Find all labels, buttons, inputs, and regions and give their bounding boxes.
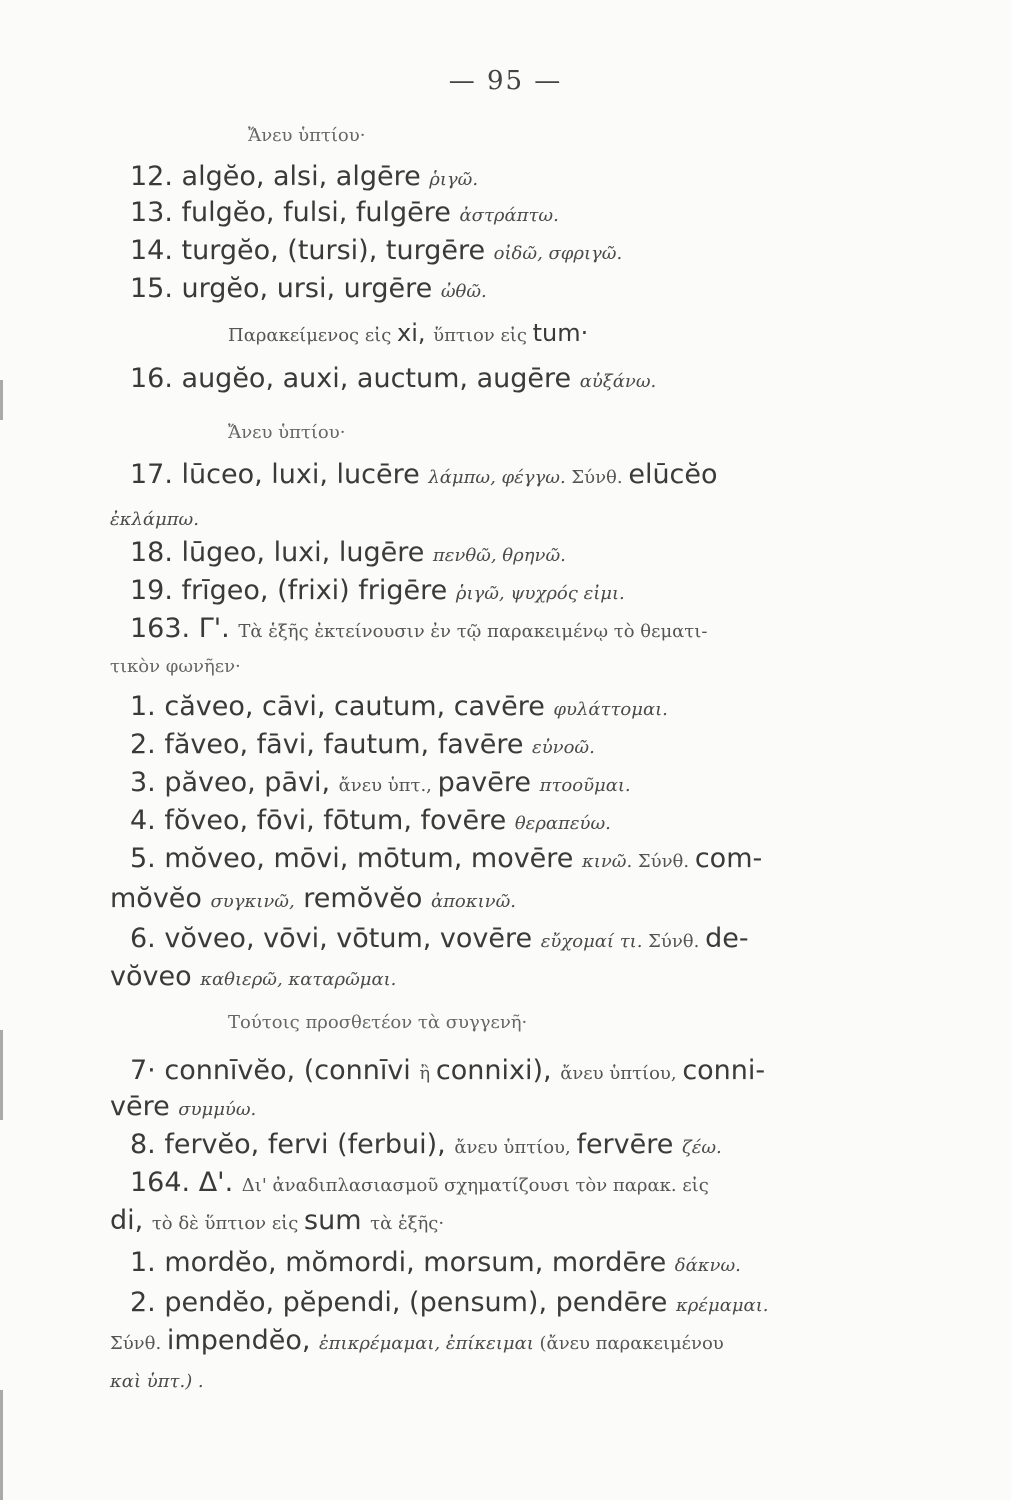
page-edge-mark	[0, 1390, 3, 1500]
latin-text: 12. algĕo, alsi, algēre	[130, 161, 430, 192]
latin-text: 17. lūceo, luxi, lucēre	[130, 459, 429, 490]
greek-gloss: ἀστράπτω.	[459, 205, 559, 226]
latin-text: mŏvĕo	[110, 883, 211, 914]
latin-text: 15. urgĕo, ursi, urgēre	[130, 273, 441, 304]
greek-gloss: συμμύω.	[178, 1099, 257, 1120]
latin-text: remŏvĕo	[294, 883, 431, 914]
section-note: Τούτοις προσθετέον τὰ συγγενῆ·	[228, 1012, 528, 1033]
latin-text: 6. vŏveo, vōvi, vōtum, vovēre	[130, 923, 541, 954]
latin-text: 13. fulgĕo, fulsi, fulgēre	[130, 197, 460, 228]
section-number: 164. Δ'.	[130, 1167, 242, 1198]
greek-gloss: φυλάττομαι.	[553, 699, 668, 720]
verb-entry	[130, 234, 622, 271]
verb-entry	[130, 804, 611, 841]
section-note: Ἄνευ ὑπτίου·	[228, 422, 346, 443]
section-heading	[130, 612, 707, 649]
latin-text: de-	[705, 923, 749, 954]
latin-text: xi,	[397, 319, 434, 347]
greek-note: ἄνευ ὑπτίου,	[560, 1063, 683, 1084]
page-edge-mark	[0, 1030, 3, 1120]
verb-entry	[130, 458, 718, 495]
latin-text: 19. frīgeo, (frixi) frigēre	[130, 575, 456, 606]
greek-note: τὸ δὲ ὕπτιον εἰς	[151, 1213, 305, 1234]
greek-gloss: ῥιγῶ, ψυχρός εἰμι.	[455, 583, 625, 604]
greek-note: ἄνευ ὑπτίου,	[454, 1137, 577, 1158]
verb-entry	[130, 766, 631, 803]
greek-gloss: πτοοῦμαι.	[539, 775, 631, 796]
section-note: Ἄνευ ὑπτίου·	[248, 125, 366, 146]
latin-text: sum	[304, 1205, 371, 1236]
greek-note: Δι' ἀναδιπλασιασμοῦ σχηματίζουσι τὸν παρακ. εἰς	[241, 1175, 709, 1196]
greek-gloss: ἀποκινῶ.	[430, 891, 516, 912]
verb-entry	[130, 922, 749, 959]
latin-text: vŏveo	[110, 961, 201, 992]
latin-text: 7· connīvĕo, (connīvi	[130, 1055, 420, 1086]
greek-gloss: κινῶ.	[582, 851, 633, 872]
latin-text: 14. turgĕo, (tursi), turgēre	[130, 235, 494, 266]
greek-gloss: ῥιγῶ.	[429, 169, 479, 190]
greek-gloss: εὐνοῶ.	[532, 737, 595, 758]
latin-text: pavēre	[437, 767, 540, 798]
greek-note: Σύνθ.	[110, 1333, 167, 1354]
latin-text: 8. fervĕo, fervi (ferbui),	[130, 1129, 455, 1160]
greek-note: Τὰ ἑξῆς ἐκτείνουσιν ἐν τῷ παρακειμένῳ τὸ θεματι-	[238, 621, 708, 642]
greek-gloss: πενθῶ, θρηνῶ.	[432, 545, 566, 566]
verb-entry	[130, 362, 656, 399]
greek-gloss: κρέμαμαι.	[675, 1295, 769, 1316]
greek-gloss: εὔχομαί τι.	[540, 931, 643, 952]
verb-entry	[130, 160, 478, 197]
verb-entry	[130, 842, 762, 879]
section-heading	[130, 1166, 709, 1203]
latin-text: 2. pendĕo, pĕpendi, (pensum), pendēre	[130, 1287, 676, 1318]
greek-gloss: ἐπικρέμαμαι, ἐπίκειμαι	[319, 1333, 534, 1354]
greek-gloss: καθιερῶ, καταρῶμαι.	[200, 969, 397, 990]
latin-text: connixi),	[435, 1055, 561, 1086]
latin-text: 5. mŏveo, mōvi, mōtum, movēre	[130, 843, 582, 874]
latin-text: elūcĕo	[628, 459, 718, 490]
latin-text: 18. lūgeo, luxi, lugēre	[130, 537, 433, 568]
latin-text: conni-	[682, 1055, 766, 1086]
latin-text: com-	[694, 843, 763, 874]
section-heading-continuation	[110, 1204, 444, 1241]
verb-entry	[130, 536, 566, 573]
greek-note: ἄνευ ὑπτ.,	[338, 775, 438, 796]
verb-entry	[130, 1246, 741, 1283]
latin-text: 1. mordĕo, mŏmordi, morsum, mordēre	[130, 1247, 675, 1278]
verb-entry	[130, 1286, 768, 1323]
latin-text: di,	[110, 1205, 152, 1236]
greek-gloss: δάκνω.	[674, 1255, 741, 1276]
greek-gloss: αὐξάνω.	[579, 371, 657, 392]
greek-note: Παρακείμενος εἰς	[228, 325, 398, 346]
latin-text: fervēre	[576, 1129, 682, 1160]
latin-text: tum·	[532, 319, 589, 347]
verb-entry	[130, 1054, 765, 1091]
greek-note: Σύνθ.	[565, 467, 629, 488]
greek-note: Σύνθ.	[632, 851, 695, 872]
section-number: 163. Γ'.	[130, 613, 239, 644]
latin-text: vēre	[110, 1091, 179, 1122]
verb-entry-continuation	[110, 1090, 256, 1127]
section-note	[228, 316, 588, 353]
greek-gloss: θεραπεύω.	[514, 813, 611, 834]
latin-text: 2. făveo, fāvi, fautum, favēre	[130, 729, 533, 760]
latin-text: 4. fŏveo, fōvi, fōtum, fovēre	[130, 805, 515, 836]
greek-gloss: καὶ ὑπτ.) .	[110, 1371, 204, 1392]
page-number: — 95 —	[448, 66, 563, 96]
greek-note: Σύνθ.	[642, 931, 706, 952]
greek-note: τὰ ἑξῆς·	[370, 1213, 445, 1234]
verb-entry	[130, 728, 595, 765]
greek-gloss: συγκινῶ,	[210, 891, 295, 912]
verb-entry	[130, 574, 625, 611]
greek-note: ἢ	[419, 1063, 436, 1084]
greek-gloss: ζέω.	[681, 1137, 722, 1158]
greek-gloss: ὠθῶ.	[440, 281, 487, 302]
latin-text: 16. augĕo, auxi, auctum, augēre	[130, 363, 580, 394]
verb-entry-continuation	[110, 882, 516, 919]
verb-entry-continuation	[110, 1324, 724, 1361]
latin-text: impendĕo,	[166, 1325, 320, 1356]
verb-entry-continuation	[110, 1362, 204, 1399]
greek-note: (ἄνευ παρακειμένου	[533, 1333, 724, 1354]
verb-entry-continuation	[110, 960, 396, 997]
greek-note: ὕπτιον εἰς	[433, 325, 533, 346]
section-heading-continuation: τικὸν φωνῆεν·	[110, 656, 241, 677]
greek-gloss: λάμπω, φέγγω.	[428, 467, 566, 488]
verb-entry	[130, 272, 487, 309]
verb-entry	[130, 196, 559, 233]
verb-entry	[130, 690, 668, 727]
page-edge-mark	[0, 380, 3, 420]
latin-text: 3. păveo, pāvi,	[130, 767, 339, 798]
greek-gloss: ἐκλάμπω.	[110, 509, 199, 530]
verb-entry	[130, 1128, 722, 1165]
greek-gloss: οἰδῶ, σφριγῶ.	[493, 243, 623, 264]
latin-text: 1. căveo, cāvi, cautum, cavēre	[130, 691, 554, 722]
verb-entry-continuation	[110, 500, 199, 537]
